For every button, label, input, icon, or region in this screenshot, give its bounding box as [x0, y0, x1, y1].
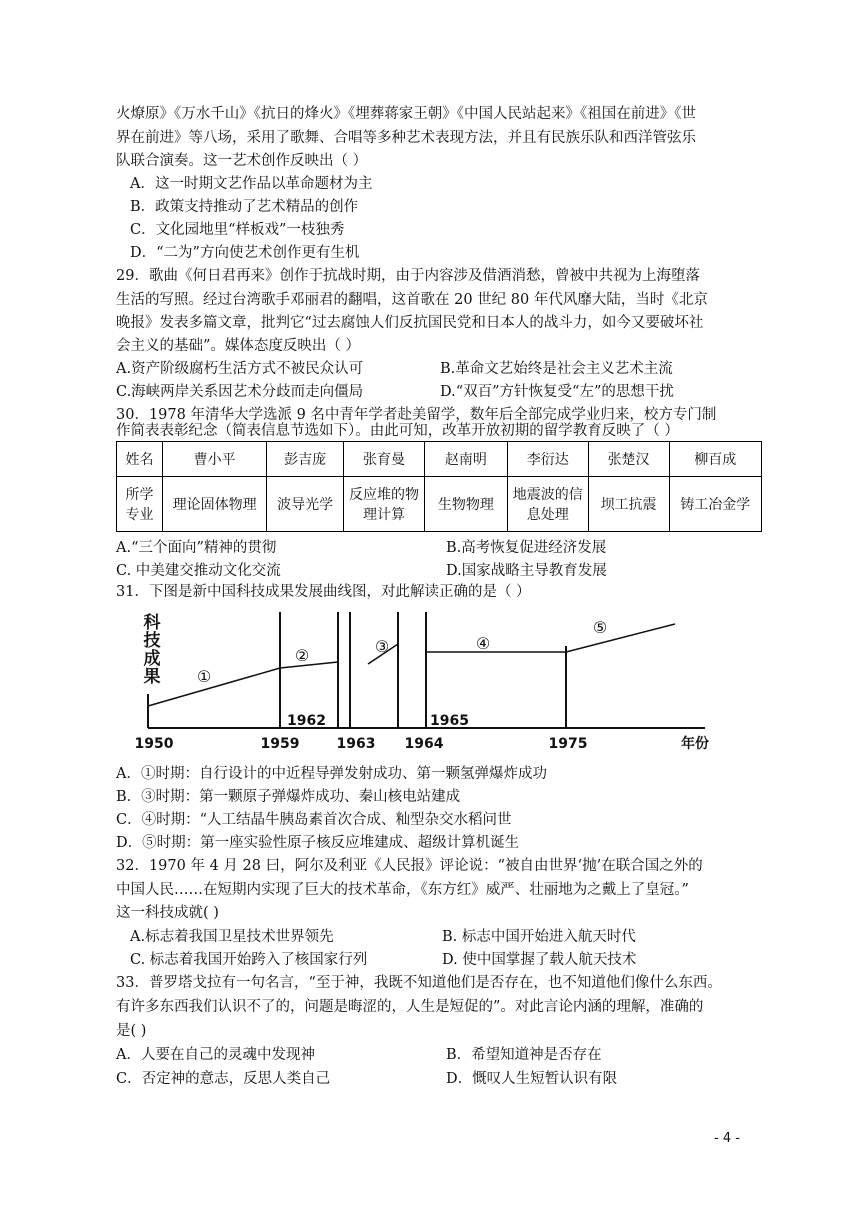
q30-option-b: B.高考恢复促进经济发展 — [446, 540, 607, 556]
table-cell: 柳百成 — [669, 442, 762, 477]
q32-line-2: 中国人民……在短期内实现了巨大的技术革命，《东方红》威严、壮丽地为之戴上了皇冠。” — [116, 882, 689, 898]
q32-line-1: 32．1970 年 4 月 28 曰，阿尔及利亚《人民报》评论说：“被自由世界‘抛’在联合国之外的 — [116, 858, 703, 874]
tick-label-1965: 1965 — [430, 713, 469, 729]
q33-option-a: A．人要在自己的灵魂中发现神 — [116, 1047, 315, 1063]
table-cell: 彭吉庞 — [267, 442, 344, 477]
tick-label-1959: 1959 — [260, 736, 300, 752]
y-axis-label-char: 成 — [143, 649, 161, 669]
q29-line-3: 晚报》发表多篇文章，批判它“过去腐蚀人们反抗国民党和日本人的战斗力，如今又要破坏社 — [116, 315, 704, 331]
scholar-table — [116, 441, 762, 532]
q31-option-b: B．③时期：第一颗原子弹爆炸成功、秦山核电站建成 — [116, 789, 461, 805]
table-cell: 所学专业 — [117, 477, 163, 532]
intro-option-b: B．政策支持推动了艺术精品的创作 — [130, 199, 359, 215]
q32-option-b: B. 标志中国开始进入航天时代 — [442, 929, 636, 945]
table-cell: 波导光学 — [267, 477, 344, 532]
period-marker-5: ⑤ — [592, 618, 608, 637]
q29-option-c: C.海峡两岸关系因艺术分歧而走向僵局 — [116, 384, 364, 400]
table-cell: 理论固体物理 — [163, 477, 267, 532]
intro-option-d: D．“二为”方向使艺术创作更有生机 — [130, 245, 360, 261]
y-axis-label-char: 果 — [143, 667, 161, 687]
q30-option-c: C. 中美建交推动文化交流 — [116, 563, 281, 579]
page-number: - 4 - — [714, 1131, 740, 1146]
table-cell: 张育曼 — [344, 442, 425, 477]
q33-option-d: D．慨叹人生短暂认识有限 — [446, 1071, 618, 1087]
q30-option-d: D.国家战略主导教育发展 — [446, 563, 607, 579]
tick-label-1962: 1962 — [287, 713, 326, 729]
table-cell: 李衍达 — [507, 442, 588, 477]
q29-option-a: A.资产阶级腐朽生活方式不被民众认可 — [116, 361, 364, 377]
y-axis-label — [143, 612, 162, 687]
curve-period-5 — [566, 624, 675, 652]
q30-line-1: 30．1978 年清华大学选派 9 名中青年学者赴美留学，数年后全部完成学业归来，校方专门制 — [116, 407, 717, 423]
tick-label-1964: 1964 — [404, 736, 444, 752]
table-row — [117, 477, 762, 532]
q33-line-2: 有许多东西我们认识不了的，问题是晦涩的，人生是短促的”。对此言论内涵的理解，准确的 — [116, 999, 704, 1015]
y-axis-label-char: 科 — [143, 613, 161, 633]
q31-option-c: C．④时期：“人工结晶牛胰岛素首次合成、籼型杂交水稻问世 — [116, 812, 512, 828]
q29-option-b: B.革命文艺始终是社会主义艺术主流 — [440, 361, 673, 377]
q30-option-a: A.“三个面向”精神的贯彻 — [116, 540, 277, 556]
q33-option-c: C．否定神的意志，反思人类自己 — [116, 1071, 331, 1087]
q32-option-a: A.标志着我国卫星技术世界领先 — [130, 929, 334, 945]
intro-line-3: 队联合演奏。这一艺术创作反映出（ ） — [116, 153, 368, 169]
table-cell: 赵南明 — [424, 442, 507, 477]
table-cell: 反应堆的物理计算 — [344, 477, 425, 532]
curve-period-1-2 — [148, 662, 338, 706]
q30-line-2: 作简表表彰纪念（简表信息节选如下）。由此可知，改革开放初期的留学教育反映了（ ） — [116, 423, 679, 439]
q32-line-3: 这一科技成就( ) — [116, 905, 219, 921]
y-axis-label-char: 技 — [143, 631, 161, 651]
intro-option-a: A．这一时期文艺作品以革命题材为主 — [130, 176, 373, 192]
table-cell: 铸工冶金学 — [669, 477, 762, 532]
table-cell: 地震波的信息处理 — [507, 477, 588, 532]
q31-stem: 31．下图是新中国科技成果发展曲线图，对此解读正确的是（ ） — [116, 584, 531, 600]
q31-option-d: D．⑤时期：第一座实验性原子核反应堆建成、超级计算机诞生 — [116, 835, 520, 851]
intro-line-2: 界在前进》等八场，采用了歌舞、合唱等多种艺术表现方法，并且有民族乐队和西洋管弦乐 — [116, 130, 696, 146]
intro-option-c: C．文化园地里“样板戏”一枝独秀 — [130, 222, 345, 238]
x-axis-label: 年份 — [681, 736, 709, 752]
intro-line-1: 火燎原》《万水千山》《抗日的烽火》《埋葬蒋家王朝》《中国人民站起来》《祖国在前进》《世 — [116, 106, 696, 122]
q31-option-a: A．①时期：自行设计的中近程导弹发射成功、第一颗氢弹爆炸成功 — [116, 766, 547, 782]
q32-option-c: C. 标志着我国开始跨入了核国家行列 — [130, 952, 368, 968]
q33-option-b: B．希望知道神是否存在 — [446, 1047, 602, 1063]
tick-label-1963: 1963 — [336, 736, 376, 752]
q29-line-2: 生活的写照。经过台湾歌手邓丽君的翻唱，这首歌在 20 世纪 80 年代风靡大陆，当时《北京 — [116, 292, 708, 308]
q29-line-1: 29．歌曲《何日君再来》创作于抗战时期，由于内容涉及借酒消愁，曾被中共视为上海堕落 — [116, 268, 700, 284]
q33-line-1: 33．普罗塔戈拉有一句名言，“至于神，我既不知道他们是否存在，也不知道他们像什么东西。 — [116, 975, 722, 991]
period-marker-4: ④ — [475, 634, 491, 653]
period-marker-1: ① — [196, 667, 212, 686]
tick-label-1950: 1950 — [134, 736, 174, 752]
q32-option-d: D. 使中国掌握了载人航天技术 — [442, 952, 637, 968]
q29-line-4: 会主义的基础”。媒体态度反映出（ ） — [116, 338, 361, 354]
table-row — [117, 442, 762, 477]
table-cell: 生物物理 — [424, 477, 507, 532]
tick-label-1975: 1975 — [548, 736, 588, 752]
table-cell: 坝工抗震 — [588, 477, 669, 532]
period-marker-2: ② — [294, 646, 310, 665]
table-cell: 曹小平 — [163, 442, 267, 477]
table-cell: 张楚汉 — [588, 442, 669, 477]
table-cell: 姓名 — [117, 442, 163, 477]
q29-option-d: D.“双百”方针恢复受“左”的思想干扰 — [440, 384, 674, 400]
period-marker-3: ③ — [374, 637, 390, 656]
q33-line-3: 是( ) — [116, 1023, 147, 1039]
tech-achievement-chart — [120, 606, 730, 758]
